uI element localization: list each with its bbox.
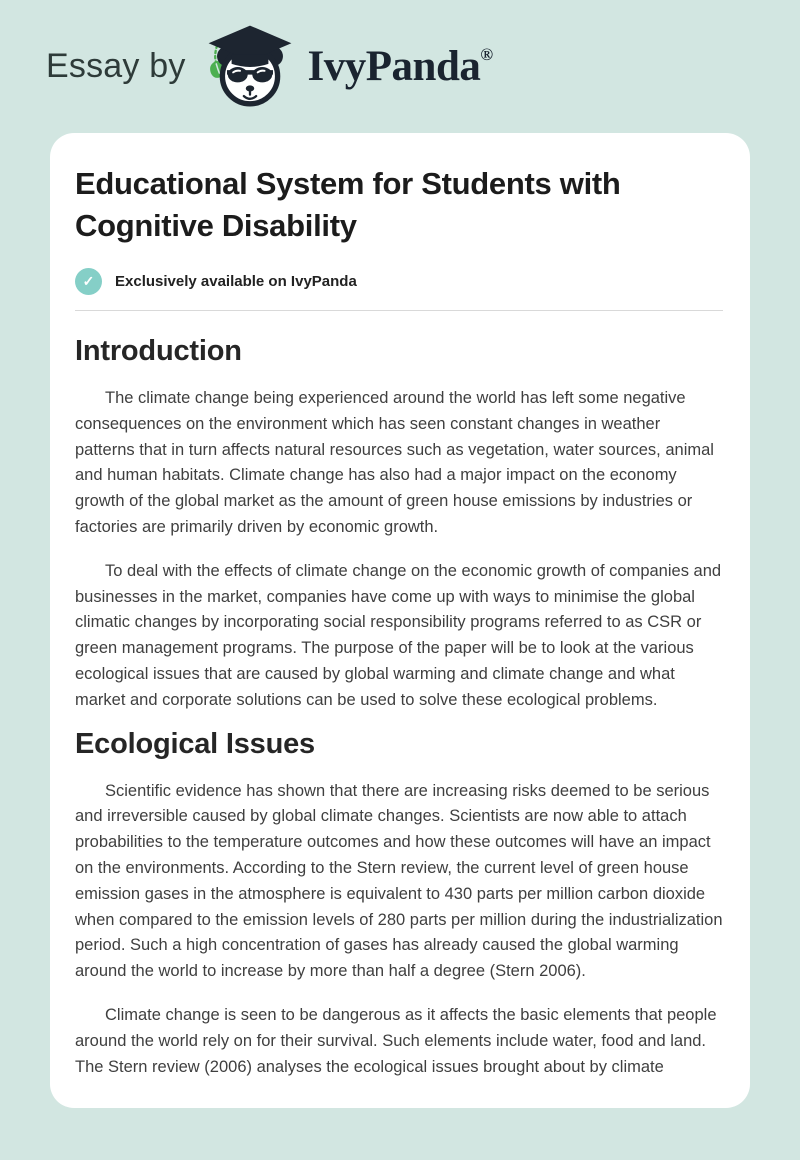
exclusive-badge [75,268,723,295]
page-header [0,0,800,133]
essay-title: Educational System for Students with Cognitive Disability [75,166,621,243]
section-heading-ecological-issues: Ecological Issues [75,727,315,760]
paragraph: Climate change is seen to be dangerous as it affects the basic elements that people around the world rely on for their survival. Such elements include water, food and land. The Stern review (2006) analyses the ecological issues brought about by climate [75,1005,717,1076]
registered-mark: ® [480,45,493,64]
ivypanda-panda-logo-icon [204,23,296,111]
paragraph: The climate change being experienced around the world has left some negative consequences on the environment which has seen constant changes in weather patterns that in turn affects natural resources such as vegetation, water sources, animal and human habitats. Climate change has also had a major impact on the economy growth of the global market as the amount of green house emissions by industries or factories are primarily driven by economic growth. [75,389,714,536]
check-icon: ✓ [75,268,102,295]
paragraph: Scientific evidence has shown that there are increasing risks deemed to be serious and irreversible caused by global climate changes. Scientists are now able to attach probabilities to the temperature outcomes and how these outcomes will have an impact on the environments. According to the Stern review, the current level of green house emission gases in the atmosphere is equivalent to 430 parts per million carbon dioxide when compared to the emission levels of 280 parts per million during the industrialization period. Such a high concentration of gases has already caused the global warming around the world to increase by more than half a degree (Stern 2006). [75,781,723,981]
essay-by-label: Essay by [46,47,186,85]
section-heading-introduction: Introduction [75,335,242,367]
exclusive-badge-label: Exclusively available on IvyPanda [115,273,357,290]
brand-text: IvyPanda [307,43,481,90]
essay-card [50,133,750,1108]
divider [75,310,723,311]
ivypanda-wordmark [308,42,493,91]
paragraph: To deal with the effects of climate change on the economic growth of companies and businesses in the market, companies have come up with ways to minimise the global climatic changes by incorporating social responsibility programs referred to as CSR or green management programs. The purpose of the paper will be to look at the various ecological issues that are caused by global warming and climate change and what market and corporate solutions can be used to solve these ecological problems. [75,561,722,709]
